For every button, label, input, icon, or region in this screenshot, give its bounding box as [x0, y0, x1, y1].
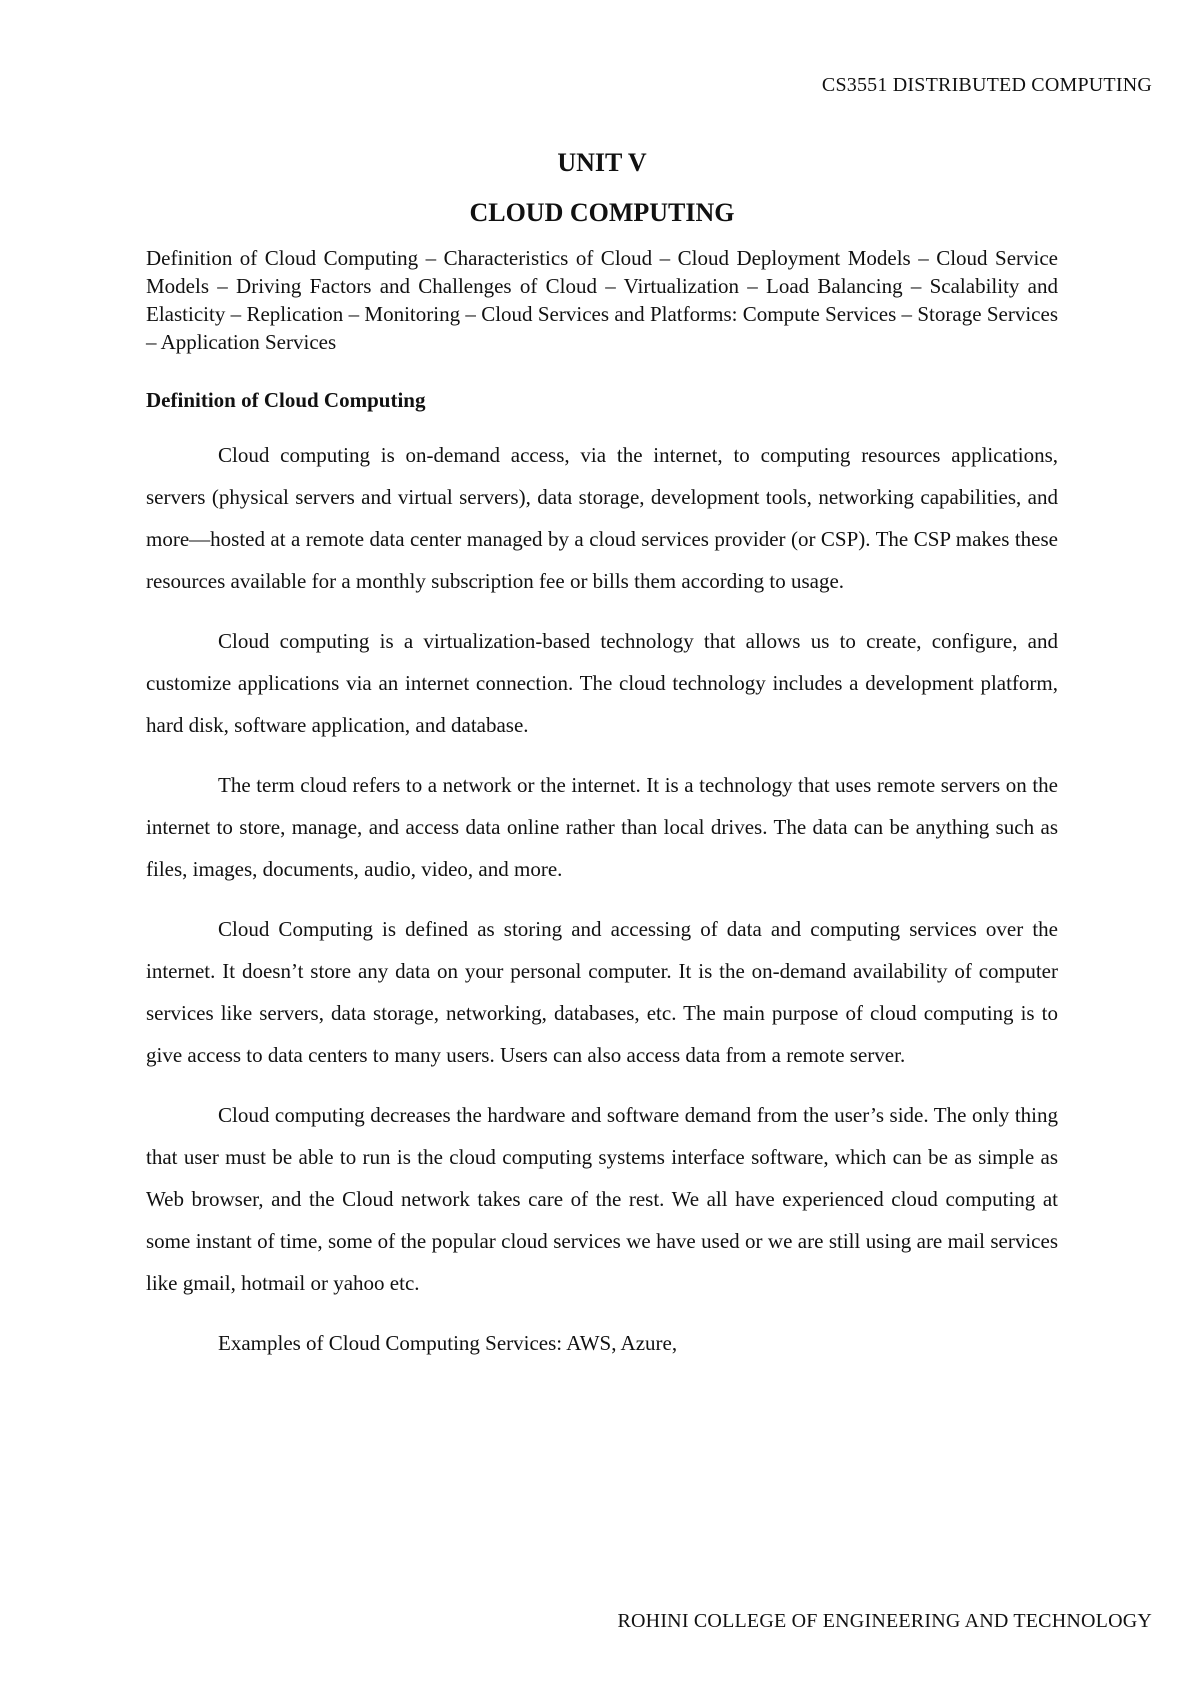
unit-title: UNIT V: [557, 148, 647, 177]
section-heading: Definition of Cloud Computing: [146, 388, 426, 412]
chapter-title: CLOUD COMPUTING: [469, 198, 735, 227]
paragraph: Cloud computing is a virtualization-based technology that allows us to create, configure, and customize applications via an internet connection. The cloud technology includes a development platform, hard disk, software application, and database.: [146, 629, 1058, 737]
paragraph: The term cloud refers to a network or the internet. It is a technology that uses remote servers on the internet to store, manage, and access data online rather than local drives. The data can be anything such as files, images, documents, audio, video, and more.: [146, 773, 1058, 881]
paragraph: Cloud computing is on-demand access, via the internet, to computing resources applications, servers (physical servers and virtual servers), data storage, development tools, networking capabilities, and more—hosted at a remote data center managed by a cloud services provider (or CSP). The CSP makes these resources available for a monthly subscription fee or bills them according to usage.: [146, 443, 1058, 593]
syllabus-topics: Definition of Cloud Computing – Characteristics of Cloud – Cloud Deployment Models – Cloud Service Models – Driving Factors and Challenges of Cloud – Virtualization – Load Balancing – Scalability and Elasticity – Replication – Monitoring – Cloud Services and Platforms: Compute Services – Storage Services – Application Services: [146, 246, 1058, 354]
running-header: CS3551 DISTRIBUTED COMPUTING: [821, 74, 1152, 96]
paragraph: Examples of Cloud Computing Services: AWS, Azure,: [218, 1331, 678, 1355]
running-footer: ROHINI COLLEGE OF ENGINEERING AND TECHNOLOGY: [617, 1610, 1152, 1632]
paragraph: Cloud Computing is defined as storing and accessing of data and computing services over the internet. It doesn’t store any data on your personal computer. It is the on-demand availability of computer services like servers, data storage, networking, databases, etc. The main purpose of cloud computing is to give access to data centers to many users. Users can also access data from a remote server.: [146, 917, 1058, 1067]
paragraph: Cloud computing decreases the hardware and software demand from the user’s side. The only thing that user must be able to run is the cloud computing systems interface software, which can be as simple as Web browser, and the Cloud network takes care of the rest. We all have experienced cloud computing at some instant of time, some of the popular cloud services we have used or we are still using are mail services like gmail, hotmail or yahoo etc.: [146, 1103, 1058, 1295]
page-content: [146, 146, 1058, 1364]
